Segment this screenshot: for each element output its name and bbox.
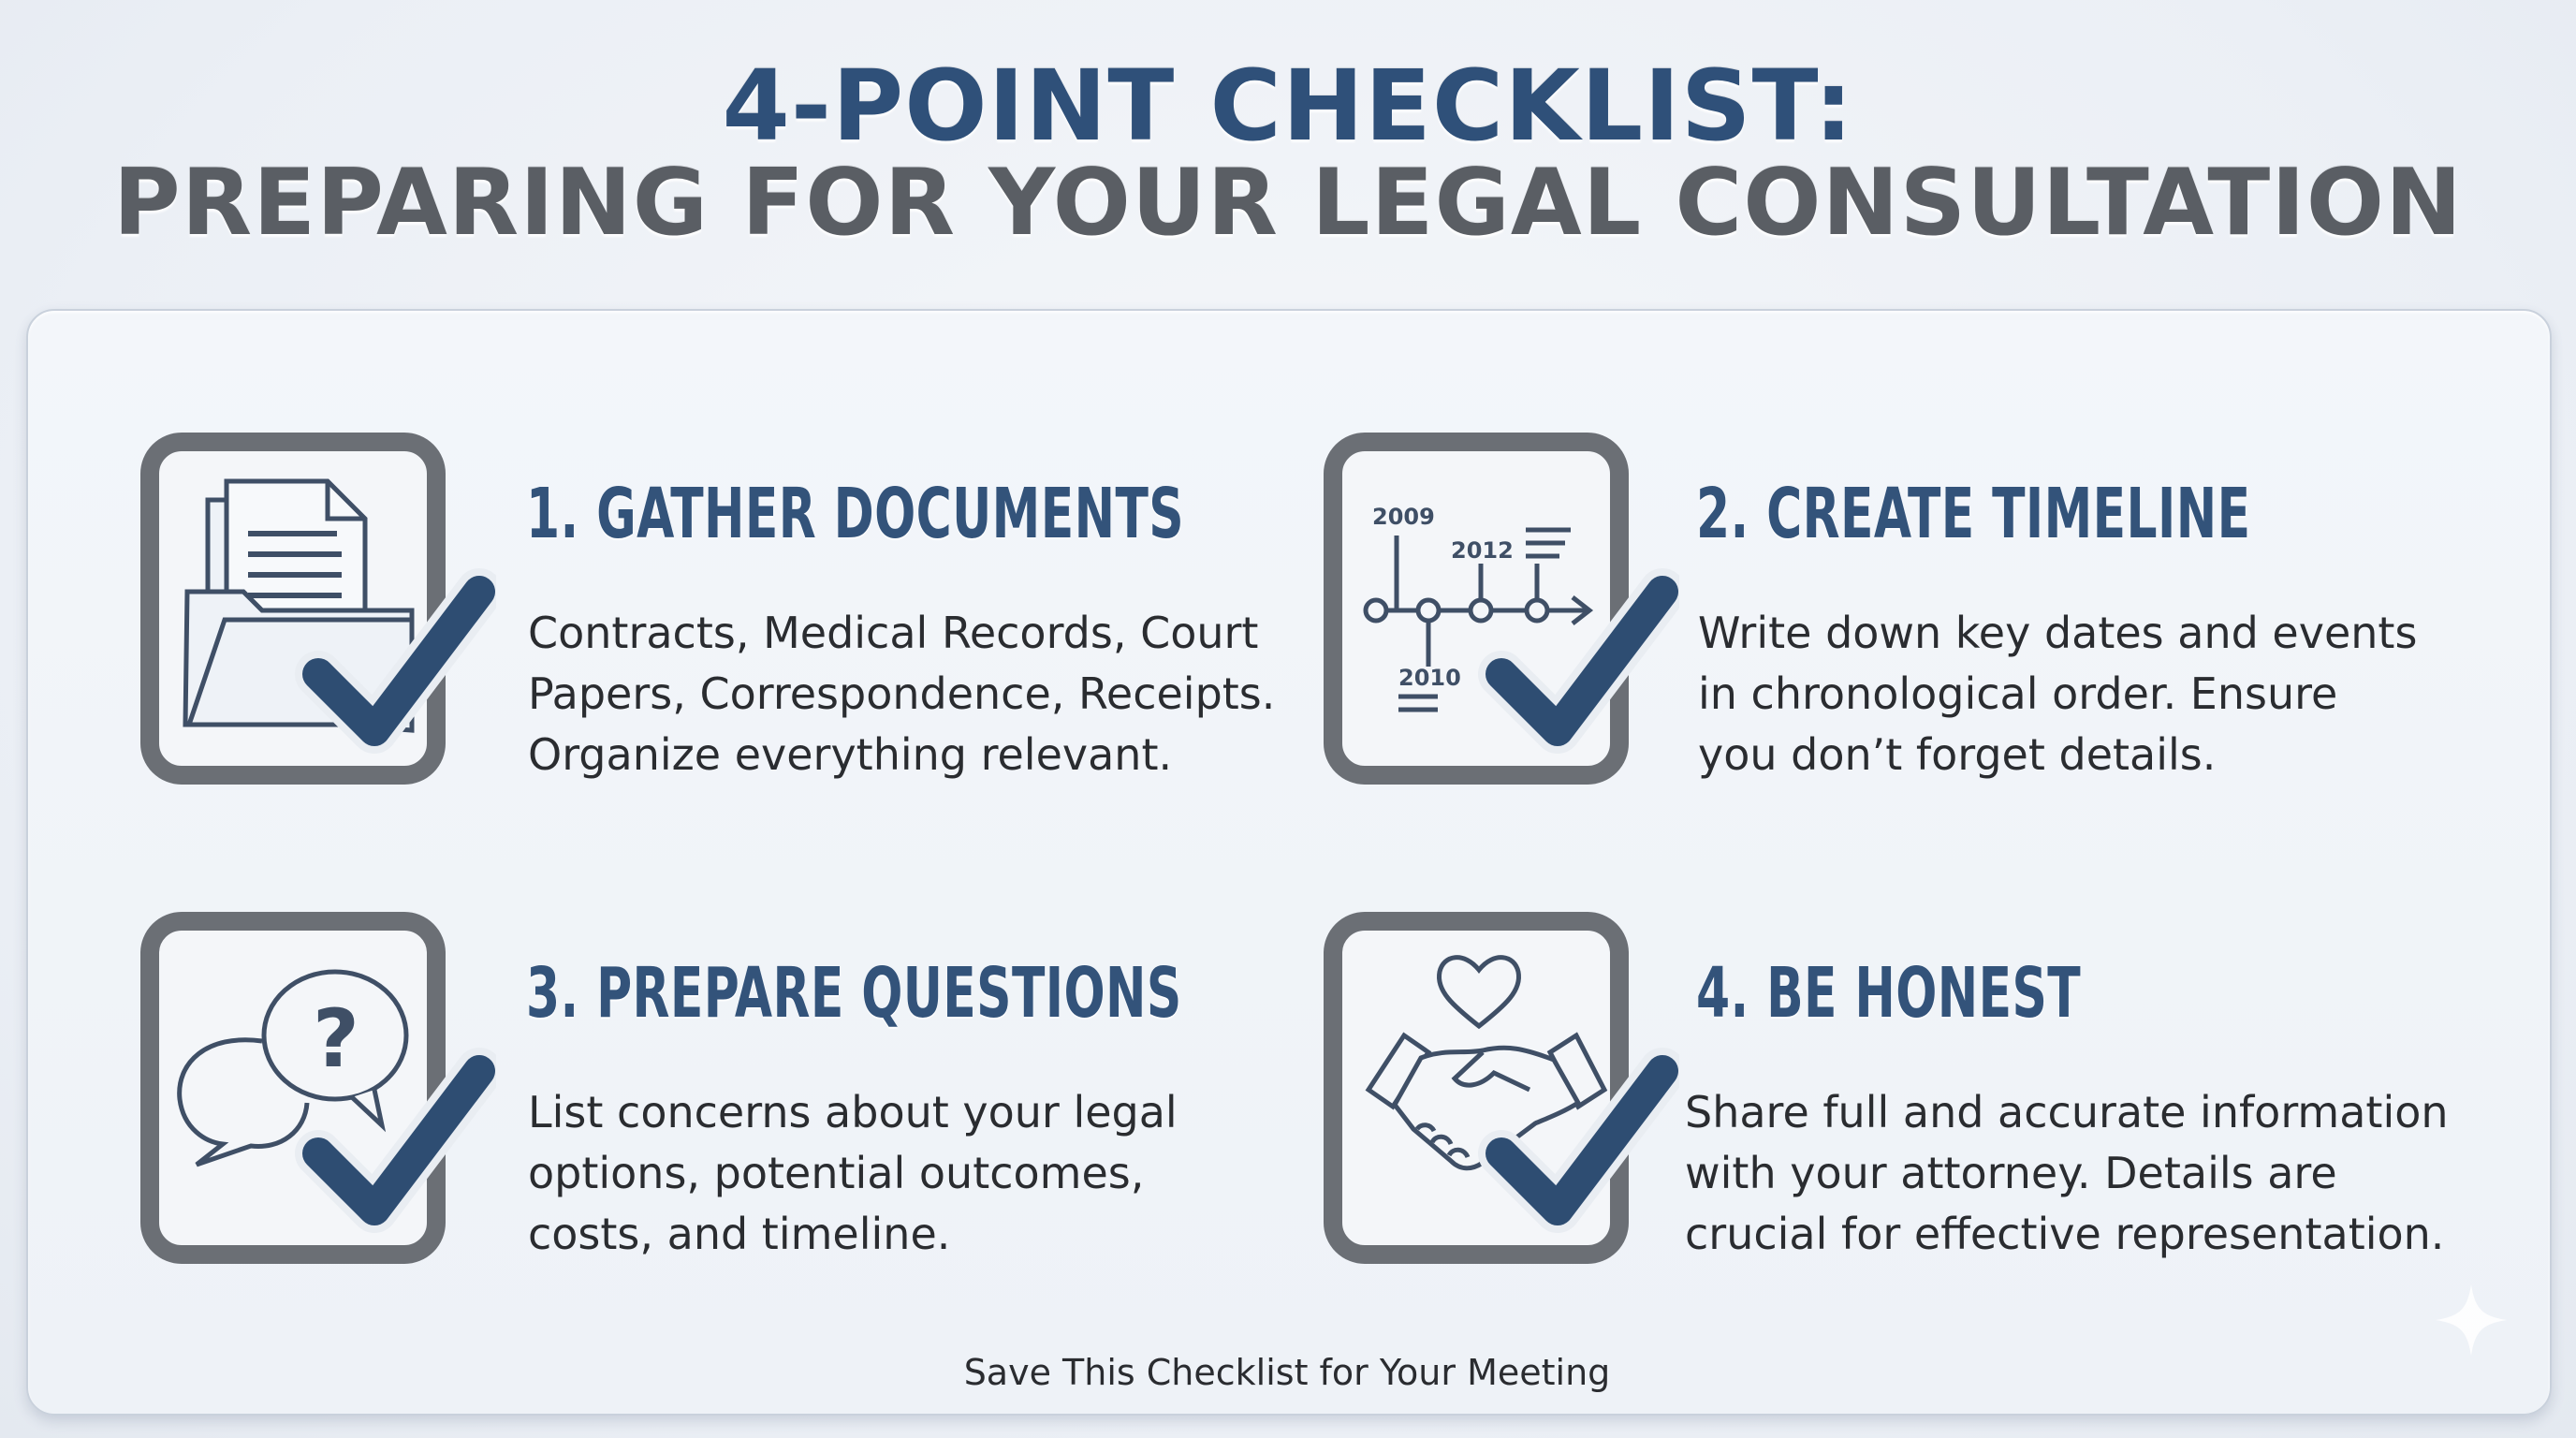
- footer-note: Save This Checklist for Your Meeting: [963, 1352, 1611, 1393]
- page-title-line1: 4-POINT CHECKLIST:: [722, 49, 1854, 163]
- item-4-line-2: with your attorney. Details are: [1685, 1148, 2337, 1198]
- item-1-title: 1. GATHER DOCUMENTS: [526, 474, 1185, 554]
- handshake-heart-icon: [1324, 912, 1629, 1264]
- item-4-line-3: crucial for effective representation.: [1685, 1209, 2445, 1259]
- sparkle-icon: [2434, 1283, 2509, 1357]
- item-3-line-3: costs, and timeline.: [528, 1209, 951, 1259]
- item-1-description: [528, 603, 1277, 785]
- svg-text:?: ?: [313, 992, 359, 1086]
- item-2-line-2: in chronological order. Ensure: [1698, 668, 2338, 719]
- item-1-line-3: Organize everything relevant.: [528, 729, 1173, 780]
- item-2-line-1: Write down key dates and events: [1698, 608, 2418, 658]
- document-folder-icon: [140, 433, 446, 785]
- item-1-line-1: Contracts, Medical Records, Court: [528, 608, 1259, 658]
- item-3-description: [528, 1082, 1277, 1265]
- item-4-description: [1685, 1082, 2527, 1265]
- timeline-year-2009: 2009: [1372, 504, 1435, 530]
- item-4-line-1: Share full and accurate information: [1685, 1087, 2449, 1137]
- item-3-title: 3. PREPARE QUESTIONS: [526, 953, 1182, 1034]
- item-3-line-2: options, potential outcomes,: [528, 1148, 1145, 1198]
- timeline-year-2010: 2010: [1398, 665, 1461, 691]
- item-2-line-3: you don’t forget details.: [1698, 729, 2217, 780]
- item-2-title: 2. CREATE TIMELINE: [1696, 474, 2251, 554]
- page-title-line2: PREPARING FOR YOUR LEGAL CONSULTATION: [112, 150, 2464, 257]
- item-2-description: [1698, 603, 2447, 785]
- item-3-line-1: List concerns about your legal: [528, 1087, 1178, 1137]
- timeline-icon: [1324, 433, 1629, 785]
- timeline-year-2012: 2012: [1451, 537, 1514, 564]
- item-1-line-2: Papers, Correspondence, Receipts.: [528, 668, 1276, 719]
- question-bubbles-icon: [140, 912, 446, 1264]
- item-4-title: 4. BE HONEST: [1696, 953, 2082, 1034]
